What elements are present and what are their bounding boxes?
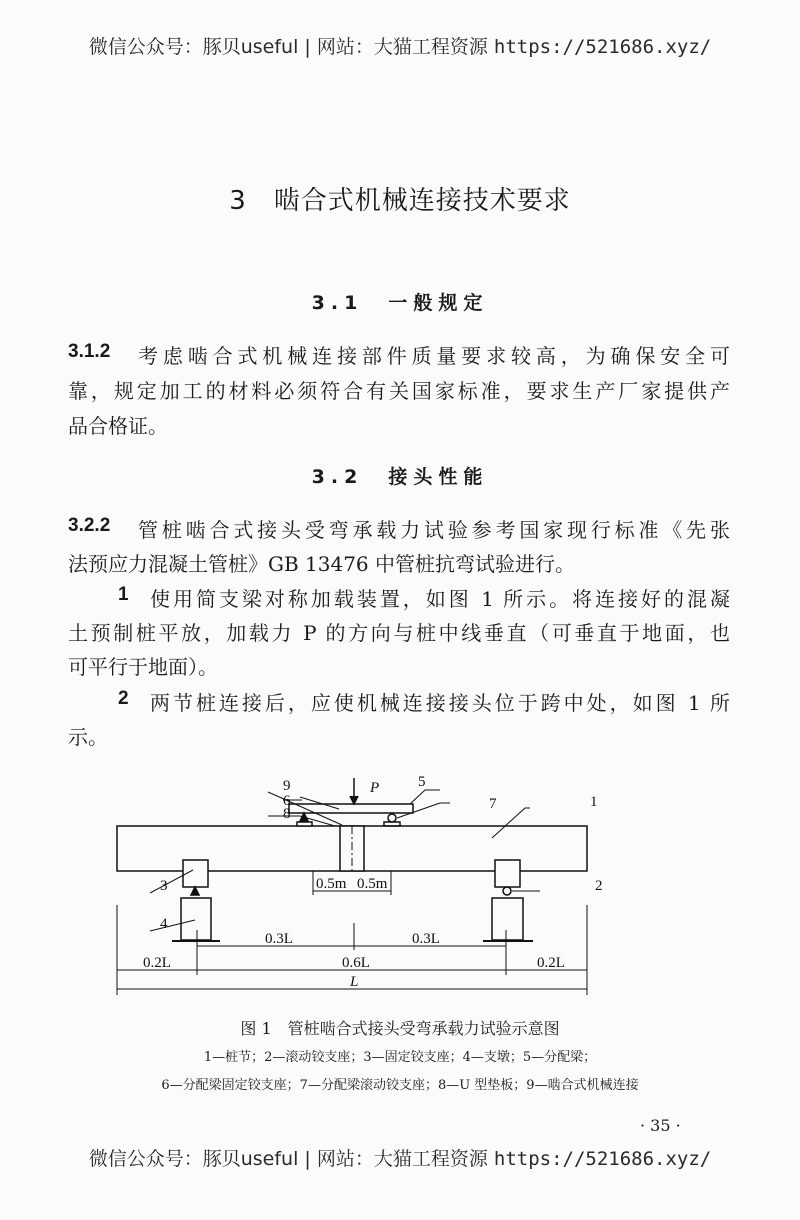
figure-legend-line: 6—分配梁固定铰支座；7—分配梁滚动铰支座；8—U 型垫板；9—啮合式机械连接 xyxy=(161,1078,639,1093)
watermark-url[interactable]: https://521686.xyz/ xyxy=(493,1148,712,1170)
figure-caption: 图 1 管桩啮合式接头受弯承载力试验示意图 xyxy=(240,1019,560,1038)
dim-L: L xyxy=(350,974,359,990)
figure-legend-line: 1—桩节；2—滚动铰支座；3—固定铰支座；4—支墩；5—分配梁； xyxy=(203,1050,597,1065)
callout-4: 4 xyxy=(160,916,168,932)
dim-0-5m-left: 0.5m xyxy=(316,876,347,892)
right-support-block xyxy=(495,860,520,887)
distribution-beam xyxy=(289,804,413,813)
callout-9: 9 xyxy=(283,778,291,794)
paragraph-line: 管桩啮合式接头受弯承载力试验参考国家现行标准《先张 xyxy=(138,518,730,542)
page-number: · 35 · xyxy=(640,1116,681,1135)
right-pier xyxy=(492,898,523,940)
dim-0-2L-left: 0.2L xyxy=(143,955,171,971)
dim-0-6L: 0.6L xyxy=(342,955,370,971)
watermark-text: 微信公众号：豚贝useful | 网站：大猫工程资源 xyxy=(88,1148,494,1170)
section-title-3-1: 3.1 一般规定 xyxy=(311,292,489,314)
paragraph-line: 示。 xyxy=(68,725,108,749)
dim-0-3L-left: 0.3L xyxy=(265,931,293,947)
item-number: 1 xyxy=(118,584,129,605)
item-number: 2 xyxy=(118,688,129,709)
left-pier xyxy=(181,898,211,940)
chapter-title: 3 啮合式机械连接技术要求 xyxy=(229,186,571,216)
callout-8: 8 xyxy=(283,806,291,822)
paragraph-line: 两节桩连接后，应使机械连接接头位于跨中处，如图 1 所 xyxy=(150,691,730,715)
paragraph-line: 使用简支梁对称加载装置，如图 1 所示。将连接好的混凝 xyxy=(150,587,730,611)
paragraph-line: 土预制桩平放，加载力 P 的方向与桩中线垂直（可垂直于地面，也 xyxy=(68,621,730,645)
callout-3: 3 xyxy=(160,878,168,894)
paragraph-line: 可平行于地面）。 xyxy=(68,655,218,679)
clause-number: 3.1.2 xyxy=(68,341,111,362)
clause-number: 3.2.2 xyxy=(68,515,111,536)
watermark-text: 微信公众号：豚贝useful | 网站：大猫工程资源 xyxy=(88,36,494,58)
section-title-3-2: 3.2 接头性能 xyxy=(311,466,489,488)
dim-0-3L-right: 0.3L xyxy=(412,931,440,947)
watermark-url[interactable]: https://521686.xyz/ xyxy=(493,36,712,58)
roller-support xyxy=(388,814,396,822)
load-label: P xyxy=(370,780,380,796)
paragraph-line: 法预应力混凝土管桩》GB 13476 中管桩抗弯试验进行。 xyxy=(68,552,576,576)
callout-1: 1 xyxy=(590,794,598,810)
callout-2: 2 xyxy=(595,878,603,894)
callout-7: 7 xyxy=(489,796,497,812)
callout-5: 5 xyxy=(418,774,426,790)
dim-0-2L-right: 0.2L xyxy=(537,955,565,971)
callout-6: 6 xyxy=(283,793,291,809)
paragraph-line: 靠，规定加工的材料必须符合有关国家标准，要求生产厂家提供产 xyxy=(68,379,730,403)
watermark-bottom xyxy=(0,1144,800,1171)
paragraph-line: 考虑啮合式机械连接部件质量要求较高，为确保安全可 xyxy=(138,344,730,368)
paragraph-line: 品合格证。 xyxy=(68,414,168,438)
dim-0-5m-right: 0.5m xyxy=(357,876,388,892)
